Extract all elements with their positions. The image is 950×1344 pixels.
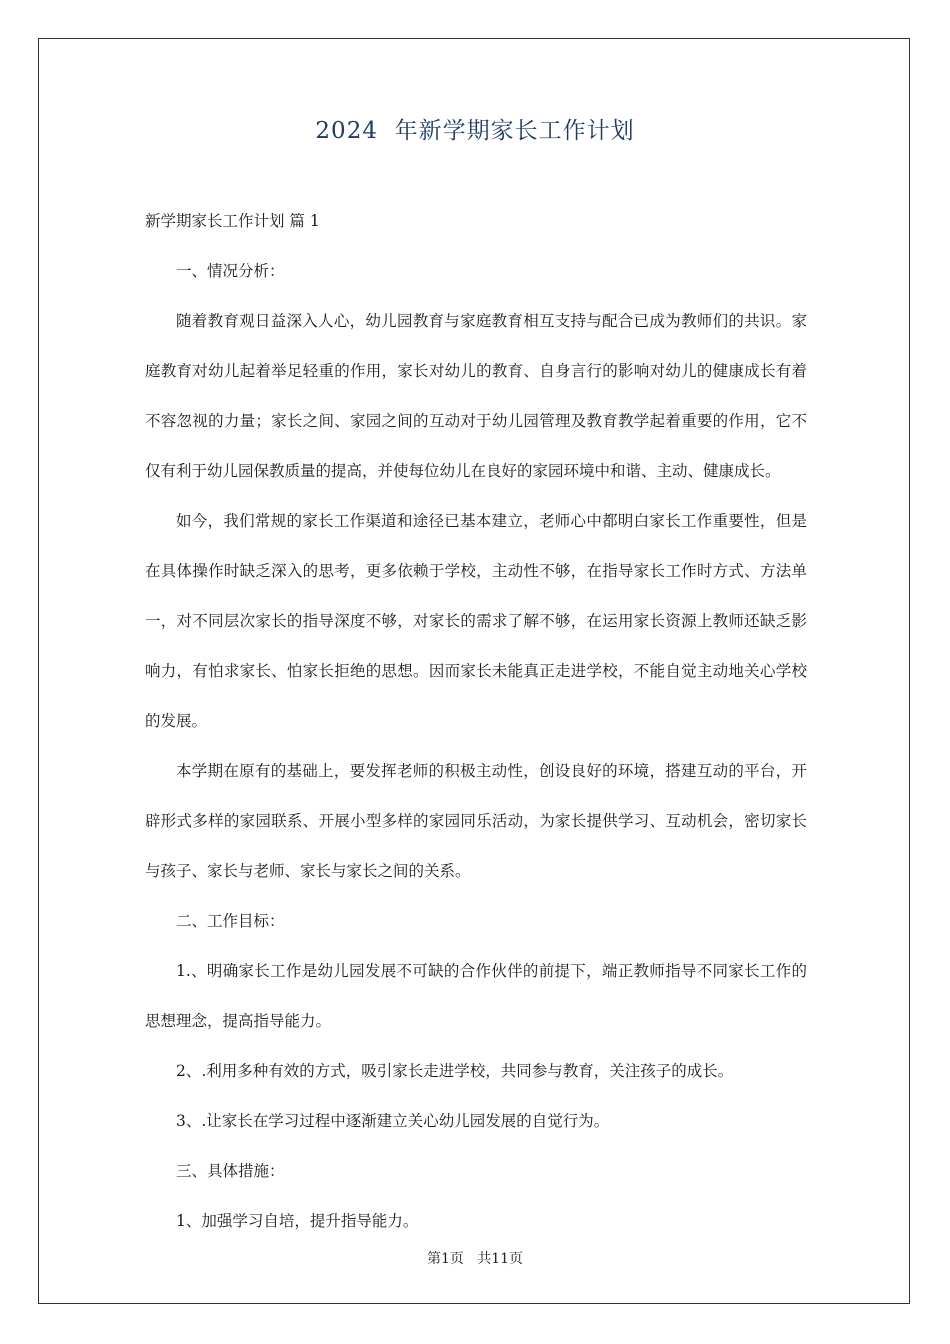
goal-item-2: 2、.利用多种有效的方式，吸引家长走进学校，共同参与教育，关注孩子的成长。 [176,1062,734,1080]
document-title: 2024 年新学期家长工作计划 [315,118,635,144]
goal-item-3: 3、.让家长在学习过程中逐渐建立关心幼儿园发展的自觉行为。 [176,1112,610,1130]
goal-item-1: 1.、明确家长工作是幼儿园发展不可缺的合作伙伴的前提下，端正教师指导不同家长工作的思想理念，提高指导能力。 [145,962,807,1030]
heading-work-goals: 二、工作目标： [176,912,285,930]
measure-item-1: 1、加强学习自培，提升指导能力。 [176,1212,419,1230]
document-body [145,196,807,1246]
heading-situation-analysis: 一、情况分析： [176,262,285,280]
section-heading: 新学期家长工作计划 篇 1 [145,212,320,230]
paragraph-situation-1: 随着教育观日益深入人心，幼儿园教育与家庭教育相互支持与配合已成为教师们的共识。家庭教育对幼儿起着举足轻重的作用，家长对幼儿的教育、自身言行的影响对幼儿的健康成长有着不容忽视的力量；家长之间、家园之间的互动对于幼儿园管理及教育教学起着重要的作用，它不仅有利于幼儿园保教质量的提高，并使每位幼儿在良好的家园环境中和谐、主动、健康成长。 [145,312,807,480]
paragraph-situation-2: 如今，我们常规的家长工作渠道和途径已基本建立，老师心中都明白家长工作重要性，但是在具体操作时缺乏深入的思考，更多依赖于学校，主动性不够，在指导家长工作时方式、方法单一，对不同层次家长的指导深度不够，对家长的需求了解不够，在运用家长资源上教师还缺乏影响力，有怕求家长、怕家长拒绝的思想。因而家长未能真正走进学校，不能自觉主动地关心学校的发展。 [145,512,807,730]
paragraph-situation-3: 本学期在原有的基础上，要发挥老师的积极主动性，创设良好的环境，搭建互动的平台，开辟形式多样的家园联系、开展小型多样的家园同乐活动，为家长提供学习、互动机会，密切家长与孩子、家长与老师、家长与家长之间的关系。 [145,762,807,880]
page-number-footer: 第1页 共11页 [426,1251,524,1267]
heading-measures: 三、具体措施： [176,1162,285,1180]
